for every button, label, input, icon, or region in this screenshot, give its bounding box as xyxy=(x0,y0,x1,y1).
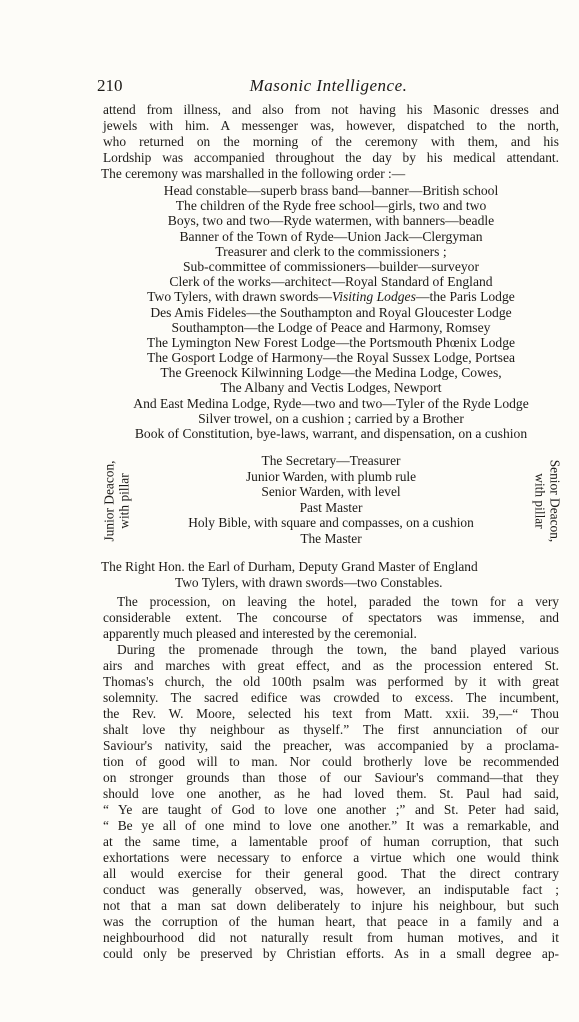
senior-deacon-label xyxy=(529,453,565,548)
procession-line: Head constable—superb brass band—banner—British school xyxy=(163,183,499,198)
marshal-block xyxy=(102,453,562,548)
marshal-line: Senior Warden, with level xyxy=(261,484,401,500)
procession-line: Clerk of the works—architect—Royal Standard of England xyxy=(169,274,493,290)
side-label-line: with pillar xyxy=(117,472,133,529)
text-line: The ceremony was marshalled in the following order :— xyxy=(101,166,406,181)
running-title: Masonic Intelligence. xyxy=(249,76,408,95)
procession-line: Book of Constitution, bye-laws, warrant, and dispensation, on a cushion xyxy=(134,426,528,441)
junior-deacon-label xyxy=(99,453,135,548)
page-number: 210 xyxy=(97,76,123,95)
text-line: tion of good will to man. Nor could brotherly love be recommended xyxy=(103,754,559,769)
text-line: was the corruption of the human heart, that peace in a family and a xyxy=(103,914,559,929)
text-line: solemnity. The sacred edifice was crowded to excess. The incumbent, xyxy=(103,690,559,705)
side-label-line: with pillar xyxy=(532,472,547,529)
procession-line: Des Amis Fideles—the Southampton and Royal Gloucester Lodge xyxy=(150,304,512,320)
text-line: Saviour's nativity, said the preacher, was accompanied by a proclama- xyxy=(103,738,559,753)
text-line: Two Tylers, with drawn swords—two Constables. xyxy=(175,575,443,590)
opening-paragraph xyxy=(103,102,559,182)
procession-line: Banner of the Town of Ryde—Union Jack—Clergyman xyxy=(179,228,483,244)
text-line: apparently much pleased and interested by the ceremonial. xyxy=(103,626,417,641)
text-line: who returned on the morning of the ceremony with them, and his xyxy=(103,134,559,149)
marshal-line: The Master xyxy=(300,530,362,546)
marshal-line: Holy Bible, with square and compasses, on a cushion xyxy=(188,515,474,531)
text-line: Thomas's church, the old 100th psalm was performed by it with great xyxy=(103,674,559,689)
marshal-line: Past Master xyxy=(299,499,363,515)
text-line: The procession, on leaving the hotel, paraded the town for a very xyxy=(117,594,559,609)
text-line: During the promenade through the town, the band played various xyxy=(117,642,559,657)
marshal-line: The Secretary—Treasurer xyxy=(261,453,401,468)
earl-lines xyxy=(103,559,559,591)
text-line: attend from illness, and also from not having his Masonic dresses and xyxy=(103,102,559,117)
text-line: “ Ye are taught of God to love one another ;” and St. Peter had said, xyxy=(103,802,559,817)
text-line: jewels with him. A messenger was, however, dispatched to the north, xyxy=(103,118,559,133)
procession-line: Boys, two and two—Ryde watermen, with banners—beadle xyxy=(167,213,495,229)
procession-line: The Greenock Kilwinning Lodge—the Medina Lodge, Cowes, xyxy=(160,365,502,381)
text-line: not that a man sat down deliberately to injure his neighbour, but such xyxy=(103,898,559,913)
text-line: on stronger grounds than those of our Saviour's command—that they xyxy=(103,770,559,785)
text-line: at the same time, a lamentable proof of human corruption, that such xyxy=(103,834,559,849)
text-line: shalt love thy neighbour as thyself.” The first annunciation of our xyxy=(103,722,559,737)
procession-line: Treasurer and clerk to the commissioners ; xyxy=(215,243,447,259)
procession-line: Two Tylers, with drawn swords—Visiting Lodges—the Paris Lodge xyxy=(147,289,515,305)
body-paragraphs xyxy=(103,594,559,962)
text-line: neighbourhood did not naturally result from human motives, and it xyxy=(103,930,559,945)
text-line: should love one another, as he had loved them. St. Paul had said, xyxy=(103,786,559,801)
text-line: Lordship was accompanied throughout the day by his medical attendant. xyxy=(103,150,559,165)
procession-line: Southampton—the Lodge of Peace and Harmony, Romsey xyxy=(171,319,491,335)
marshal-line: Junior Warden, with plumb rule xyxy=(245,468,417,484)
text-line: airs and marches with great effect, and as the procession entered St. xyxy=(103,658,559,673)
procession-line: The Gosport Lodge of Harmony—the Royal Sussex Lodge, Portsea xyxy=(146,350,516,366)
procession-list xyxy=(103,183,559,441)
procession-line: Silver trowel, on a cushion ; carried by a Brother xyxy=(198,410,464,426)
text-line: exhortations were necessary to enforce a virtue which one would think xyxy=(103,850,559,865)
text-line: considerable extent. The concourse of spectators was immense, and xyxy=(103,610,559,625)
text-line: “ Be ye all of one mind to love one another.” It was a remarkable, and xyxy=(103,818,559,833)
side-label-line: Junior Deacon, xyxy=(102,459,118,542)
text-line: could only be preserved by Christian efforts. As in a small degree ap- xyxy=(103,946,559,961)
page-header xyxy=(97,76,560,100)
procession-line: The children of the Ryde free school—girls, two and two xyxy=(175,198,487,214)
procession-line: And East Medina Lodge, Ryde—two and two—Tyler of the Ryde Lodge xyxy=(133,395,529,411)
text-line: The Right Hon. the Earl of Durham, Deputy Grand Master of England xyxy=(101,559,478,574)
procession-line: The Lymington New Forest Lodge—the Portsmouth Phœnix Lodge xyxy=(146,334,516,350)
marshal-center xyxy=(139,453,523,547)
side-label-line: Senior Deacon, xyxy=(547,459,562,542)
text-line: the Rev. W. Moore, selected his text from Matt. xxii. 39,—“ Thou xyxy=(103,706,559,721)
text-line: conduct was generally observed, was, however, an indisputable fact ; xyxy=(103,882,559,897)
procession-line: Sub-committee of commissioners—builder—surveyor xyxy=(183,258,479,274)
procession-line: The Albany and Vectis Lodges, Newport xyxy=(220,380,442,396)
text-line: all would exercise for their general good. That the direct contrary xyxy=(103,866,559,881)
